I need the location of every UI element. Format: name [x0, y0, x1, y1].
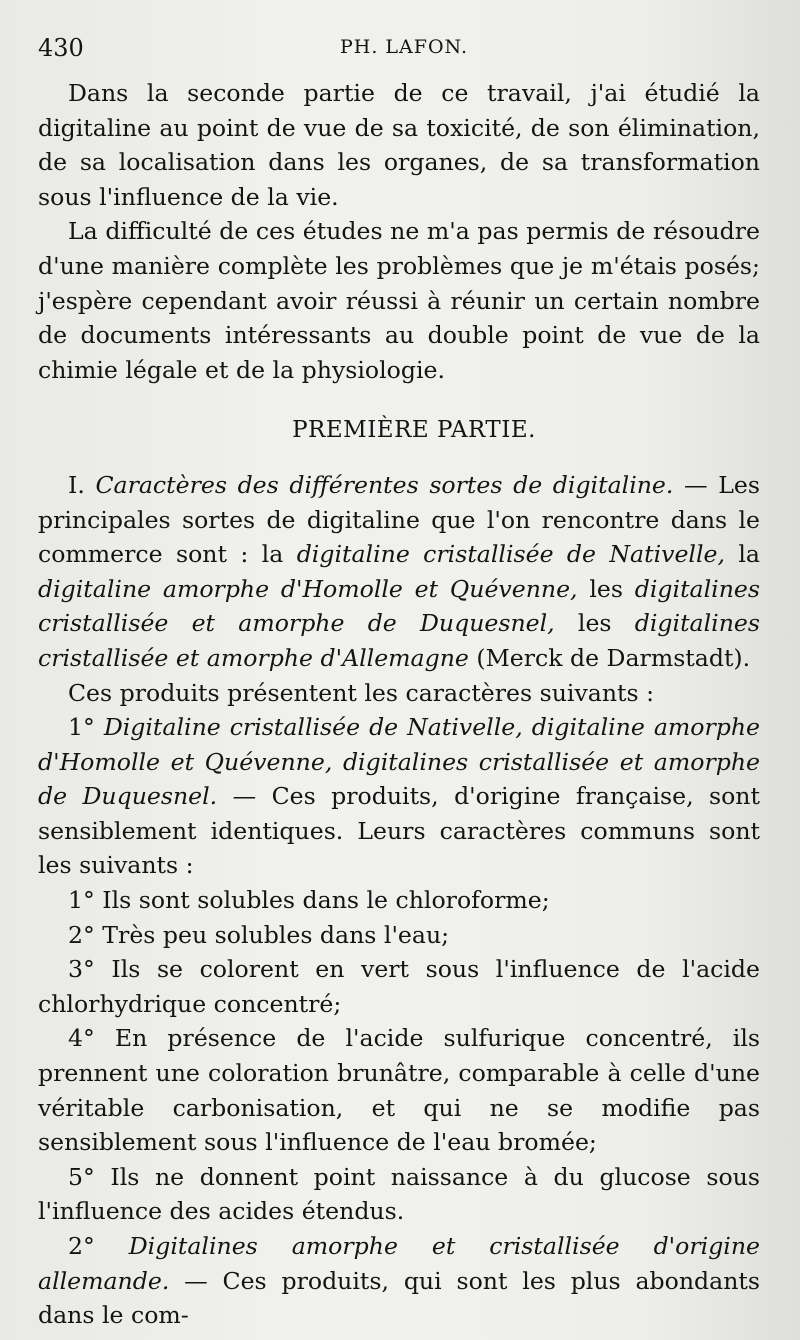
intro-paragraph-2: La difficulté de ces études ne m'a pas permis de résoudre d'une manière complète les problèmes que je m'étais posés; j'espère cependant avoir réussi à réunir un certain nombre de documents intéressants au double point de vue de la chimie légale et de la physiologie.: [38, 217, 760, 384]
item-2-title: Digitalines amorphe et cristallisée d'origine allemande.: [38, 1232, 760, 1295]
item-2-paragraph: [38, 1229, 760, 1333]
page-number: 430: [38, 34, 84, 62]
item-1-title: Digitaline cristallisée de Nativelle, digitaline amorphe d'Homolle et Quévenne, digitalines cristallisée et amorphe de Duquesnel.: [38, 713, 761, 811]
item-1-number: 1°: [68, 713, 95, 742]
text-run: (Merck de Darmstadt).: [468, 643, 751, 672]
text-run: les: [577, 574, 635, 603]
product-name: digitalines cristallisée et amorphe de Duquesnel,: [38, 574, 760, 638]
item-2-text: — Ces produits, qui sont les plus abondants dans le com-: [38, 1266, 760, 1330]
text-run: la: [724, 540, 760, 569]
sub-item: 2° Très peu solubles dans l'eau;: [68, 920, 450, 949]
page-header: [38, 34, 760, 68]
dash: —: [673, 470, 719, 499]
text-run: les: [554, 609, 635, 638]
item-1-text: — Ces produits, d'origine française, sont sensiblement identiques. Leurs caractères communs sont les suivants :: [38, 782, 760, 880]
characters-intro: Ces produits présentent les caractères suivants :: [68, 678, 655, 707]
section-title: PREMIÈRE PARTIE.: [292, 417, 536, 444]
section-1-number: I.: [68, 470, 85, 499]
running-head: PH. LAFON.: [340, 36, 468, 58]
sub-item: 5° Ils ne donnent point naissance à du glucose sous l'influence des acides étendus.: [38, 1162, 760, 1226]
product-name: digitaline cristallisée de Nativelle,: [296, 540, 725, 569]
sub-item: 4° En présence de l'acide sulfurique concentré, ils prennent une coloration brunâtre, comparable à celle d'une véritable carbonisation, et qui ne se modifie pas sensiblement sous l'influence de l'eau bromée;: [38, 1024, 760, 1157]
item-1-paragraph: [38, 710, 760, 883]
text-run: Les principales sortes de digitaline que l'on rencontre dans le commerce sont : la: [38, 470, 761, 569]
sub-item: 3° Ils se colorent en vert sous l'influence de l'acide chlorhydrique concentré;: [38, 955, 760, 1018]
item-2-number: 2°: [68, 1232, 95, 1260]
section-1-paragraph: [38, 468, 760, 676]
section-1-title: Caractères des différentes sortes de digitaline.: [95, 470, 674, 499]
sub-item: 1° Ils sont solubles dans le chloroforme;: [68, 886, 550, 915]
product-name: digitaline amorphe d'Homolle et Quévenne,: [38, 574, 578, 603]
product-name: digitalines cristallisée et amorphe d'Allemagne: [38, 609, 760, 672]
intro-paragraph-1: Dans la seconde partie de ce travail, j'ai étudié la digitaline au point de vue de sa toxicité, de son élimination, de sa localisation dans les organes, de sa transformation sous l'influence de la vie.: [38, 79, 760, 211]
page-body: [38, 76, 760, 1333]
